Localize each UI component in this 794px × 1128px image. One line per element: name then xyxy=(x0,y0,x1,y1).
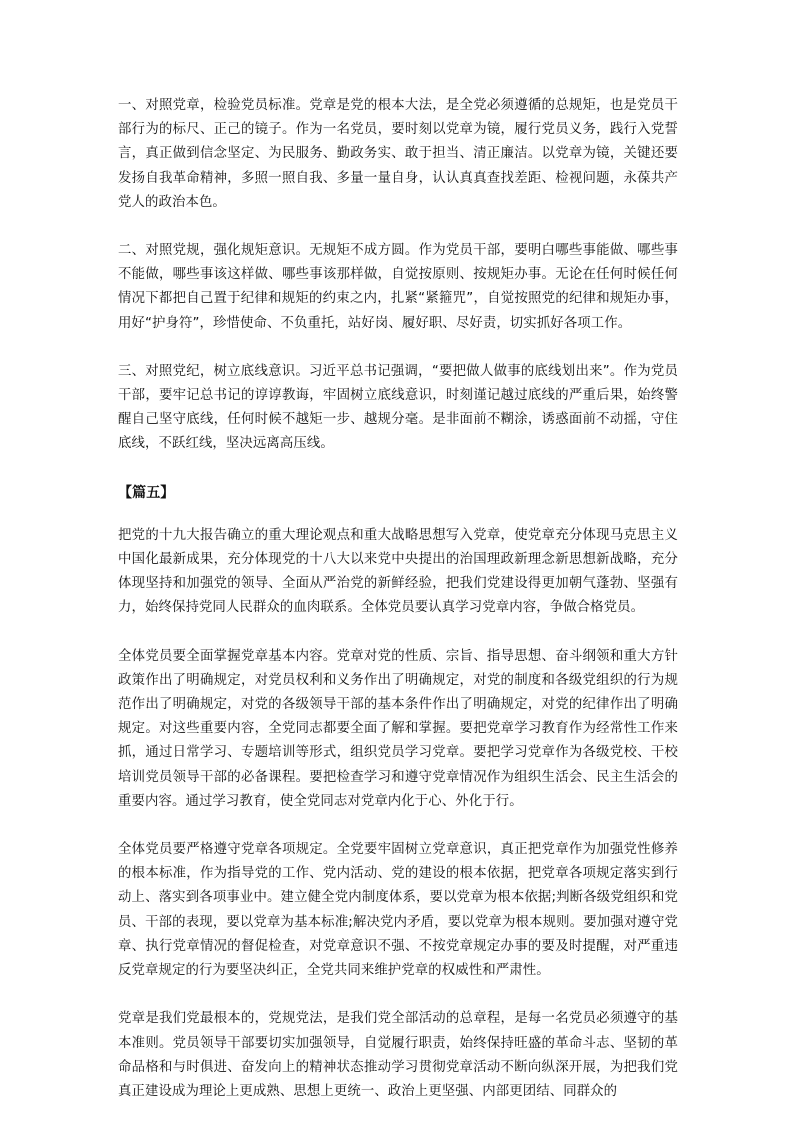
document-body xyxy=(118,94,678,1128)
paragraph-party-constitution: 一、对照党章，检验党员标准。党章是党的根本大法，是全党必须遵循的总规矩，也是党员干部行为的标尺、正己的镜子。作为一名党员，要时刻以党章为镜，履行党员义务，践行入党誓言，真正做到信念坚定、为民服务、勤政务实、敢于担当、清正廉洁。以党章为镜，关键还要发扬自我革命精神，多照一照自我、多量一量自身，认认真真查找差距、检视问题，永葆共产党人的政治本色。 xyxy=(118,98,678,210)
paragraph-observe-rules: 全体党员要严格遵守党章各项规定。全党要牢固树立党章意识，真正把党章作为加强党性修养的根本标准，作为指导党的工作、党内活动、党的建设的根本依据，把党章各项规定落实到行动上、落实到各项事业中。建立健全党内制度体系，要以党章为根本依据;判断各级党组织和党员、干部的表现，要以党章为基本标准;解决党内矛盾，要以党章为根本规则。要加强对遵守党章、执行党章情况的督促检查，对党章意识不强、不按党章规定办事的要及时提醒，对严重违反党章规定的行为要坚决纠正，全党共同来维护党章的权威性和严肃性。 xyxy=(118,842,678,979)
paragraph-fundamental-law: 党章是我们党最根本的，党规党法，是我们党全部活动的总章程，是每一名党员必须遵守的基本准则。党员领导干部要切实加强领导，自觉履行职责，始终保持旺盛的革命斗志、坚韧的革命品格和与时俱进、奋发向上的精神状态推动学习贯彻党章活动不断向纵深开展，为把我们党真正建设成为理论上更成熟、思想上更统一、政治上更坚强、内部更团结、同群众的 xyxy=(118,1011,678,1099)
paragraph-section-intro: 把党的十九大报告确立的重大理论观点和重大战略思想写入党章，使党章充分体现马克思主义中国化最新成果，充分体现党的十八大以来党中央提出的治国理政新理念新思想新战略，充分体现坚持和加强党的领导、全面从严治党的新鲜经验，把我们党建设得更加朝气蓬勃、坚强有力，始终保持党同人民群众的血肉联系。全体党员要认真学习党章内容，争做合格党员。 xyxy=(118,527,678,616)
section-heading: 【篇五】 xyxy=(118,484,175,501)
paragraph-party-rules: 二、对照党规，强化规矩意识。无规矩不成方圆。作为党员干部，要明白哪些事能做、哪些事不能做，哪些事该这样做、哪些事该那样做，自觉按原则、按规矩办事。无论在任何时候任何情况下都把自己置于纪律和规矩的约束之内，扎紧“紧箍咒”，自觉按照党的纪律和规矩办事，用好“护身符”，珍惜使命、不负重托，站好岗、履好职、尽好责，切实抓好各项工作。 xyxy=(118,243,678,331)
paragraph-master-content: 全体党员要全面掌握党章基本内容。党章对党的性质、宗旨、指导思想、奋斗纲领和重大方针政策作出了明确规定，对党员权利和义务作出了明确规定，对党的制度和各级党组织的行为规范作出了明确规定，对党的各级领导干部的基本条件作出了明确规定，对党的纪律作出了明确规定。对这些重要内容，全党同志都要全面了解和掌握。要把党章学习教育作为经常性工作来抓，通过日常学习、专题培训等形式，组织党员学习党章。要把学习党章作为各级党校、干校培训党员领导干部的必备课程。要把检查学习和遵守党章情况作为组织生活会、民主生活会的重要内容。通过学习教育，使全党同志对党章内化于心、外化于行。 xyxy=(118,648,678,809)
paragraph-party-discipline: 三、对照党纪，树立底线意识。习近平总书记强调，“要把做人做事的底线划出来”。作为党员干部，要牢记总书记的谆谆教诲，牢固树立底线意识，时刻谨记越过底线的严重后果，始终警醒自己坚守底线，任何时候不越矩一步、越规分毫。是非面前不糊涂，诱惑面前不动摇，守住底线，不跃红线，坚决远离高压线。 xyxy=(118,363,678,452)
